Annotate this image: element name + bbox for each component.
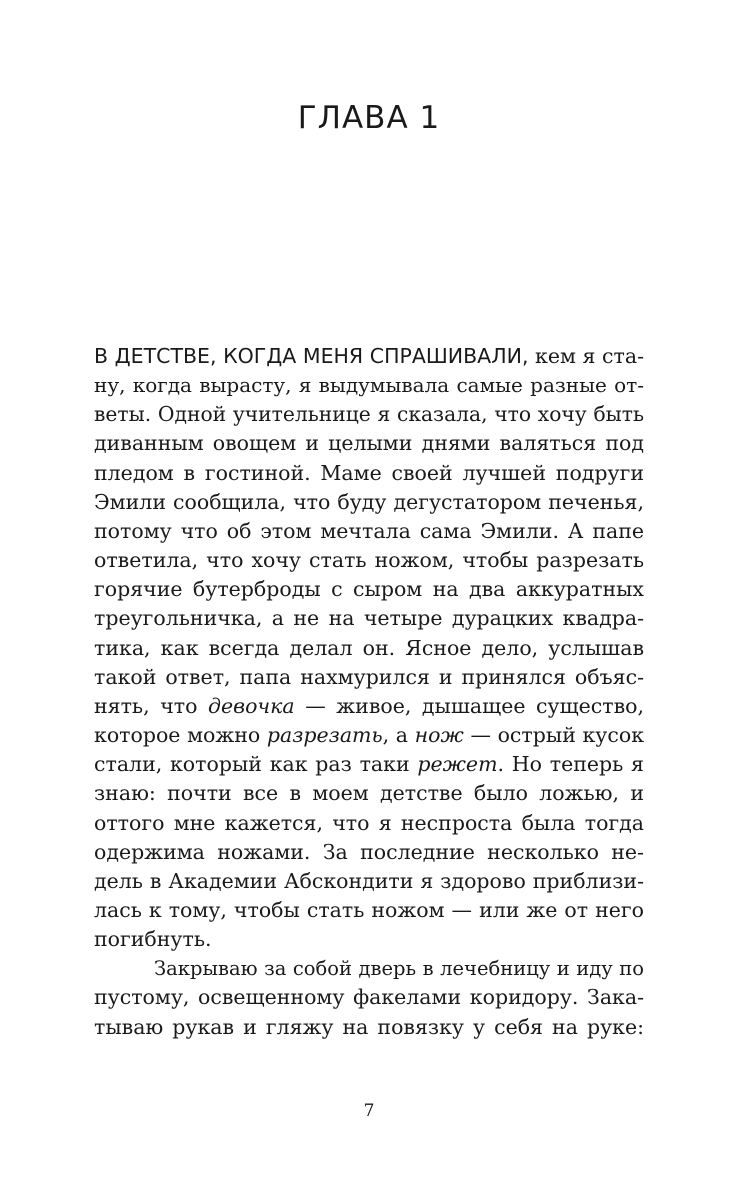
text-line: ну, когда вырасту, я выдумывала самые разные от- (94, 373, 644, 398)
text-line: знаю: почти все в моем детстве было ложью, и (94, 781, 644, 806)
text-line: ответила, что хочу стать ножом, чтобы разрезать (94, 548, 644, 573)
page-number: 7 (363, 1101, 375, 1121)
emphasis: девочка (208, 693, 295, 718)
text-line: тываю рукав и гляжу на повязку у себя на руке: (94, 1014, 644, 1039)
body-text (94, 342, 644, 1042)
lead-in-caps: В ДЕТСТВЕ, КОГДА МЕНЯ СПРАШИВАЛИ, (94, 344, 529, 368)
text-line: которое можно разрезать, а нож — острый кусок (94, 723, 645, 748)
text-line: треугольничка, а не на четыре дурацких квадра- (94, 606, 644, 631)
text-line: горячие бутерброды с сыром на два аккуратных (94, 577, 644, 602)
text-line: пустому, освещенному факелами коридору. Зака- (94, 985, 644, 1010)
text-line: Закрываю за собой дверь в лечебницу и иду по (154, 957, 644, 981)
text-line: такой ответ, папа нахмурился и принялся объяс- (94, 664, 644, 689)
text-line: диванным овощем и целыми днями валяться под (94, 431, 644, 456)
text-line: В ДЕТСТВЕ, КОГДА МЕНЯ СПРАШИВАЛИ, кем я ста- (94, 344, 645, 368)
text-line: Эмили сообщила, что буду дегустатором печенья, (94, 489, 644, 514)
emphasis: разрезать (266, 723, 383, 748)
text-line: стали, который как раз таки режет. Но теперь я (94, 752, 644, 777)
paragraph-1 (94, 342, 644, 954)
text-line: веты. Одной учительнице я сказала, что хочу быть (94, 402, 644, 427)
chapter-title: ГЛАВА 1 (297, 100, 441, 136)
paragraph-2 (94, 954, 644, 1041)
text-line: погибнуть. (94, 927, 212, 952)
text-line: тика, как всегда делал он. Ясное дело, услышав (94, 635, 644, 660)
text-line: нять, что девочка — живое, дышащее существо, (94, 693, 644, 718)
emphasis: режет (417, 752, 498, 777)
text-line: пледом в гостиной. Маме своей лучшей подруги (94, 460, 644, 485)
text-line: лась к тому, чтобы стать ножом — или же от него (94, 897, 644, 922)
text-line: оттого мне кажется, что я неспроста была тогда (94, 810, 644, 835)
emphasis: нож (414, 723, 464, 748)
text-line: потому что об этом мечтала сама Эмили. А папе (94, 518, 644, 543)
text-line: дель в Академии Абскондити я здорово приблизи- (94, 868, 644, 893)
text-line: одержима ножами. За последние несколько не- (94, 839, 644, 864)
